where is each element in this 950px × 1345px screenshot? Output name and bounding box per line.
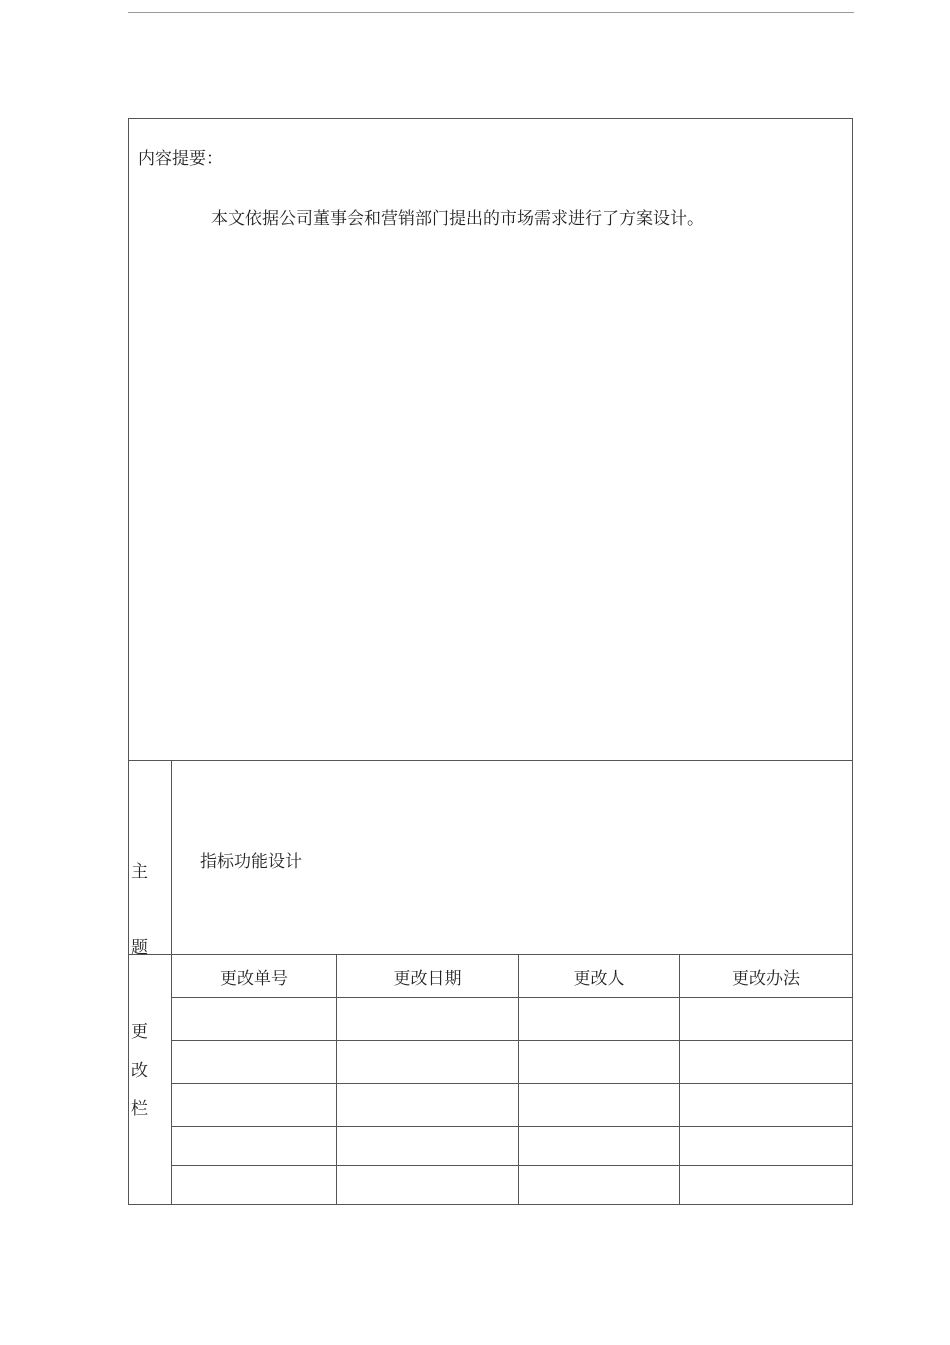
table-cell bbox=[172, 998, 337, 1041]
table-cell bbox=[680, 1041, 853, 1084]
table-cell bbox=[337, 1166, 519, 1205]
column-header-change-number: 更改单号 bbox=[172, 955, 337, 998]
table-cell bbox=[172, 1084, 337, 1127]
table-cell bbox=[172, 1041, 337, 1084]
table-cell bbox=[337, 998, 519, 1041]
table-row bbox=[129, 1041, 853, 1084]
abstract-text: 本文依据公司董事会和营销部门提出的市场需求进行了方案设计。 bbox=[211, 209, 704, 229]
table-row bbox=[129, 1127, 853, 1166]
change-log-label-cell bbox=[129, 955, 172, 1205]
table-cell bbox=[519, 1166, 680, 1205]
theme-label-char: 题 bbox=[131, 938, 148, 958]
table-cell bbox=[680, 998, 853, 1041]
table-cell bbox=[337, 1127, 519, 1166]
table-cell bbox=[680, 1166, 853, 1205]
table-cell bbox=[172, 1166, 337, 1205]
column-header-changed-by: 更改人 bbox=[519, 955, 680, 998]
change-log-label-char: 栏 bbox=[131, 1099, 148, 1119]
theme-value-cell bbox=[172, 761, 853, 955]
table-cell bbox=[680, 1127, 853, 1166]
table-cell bbox=[519, 998, 680, 1041]
table-cell bbox=[519, 1041, 680, 1084]
header-rule bbox=[128, 12, 854, 13]
abstract-label: 内容提要： bbox=[138, 149, 223, 169]
theme-value: 指标功能设计 bbox=[200, 852, 302, 872]
column-header-change-date: 更改日期 bbox=[337, 955, 519, 998]
table-row bbox=[129, 1166, 853, 1205]
theme-row bbox=[129, 761, 853, 955]
column-header-change-method: 更改办法 bbox=[680, 955, 853, 998]
change-log-label-char: 改 bbox=[131, 1061, 148, 1081]
theme-label-cell bbox=[129, 761, 172, 958]
table-row bbox=[129, 1084, 853, 1127]
document-form-table bbox=[128, 118, 853, 1205]
table-cell bbox=[337, 1084, 519, 1127]
table-cell bbox=[172, 1127, 337, 1166]
change-log-label-char: 更 bbox=[131, 1022, 148, 1042]
table-row bbox=[129, 998, 853, 1041]
table-cell bbox=[519, 1084, 680, 1127]
change-log-header-row bbox=[129, 955, 853, 998]
abstract-row bbox=[129, 119, 853, 761]
table-cell bbox=[519, 1127, 680, 1166]
table-cell bbox=[680, 1084, 853, 1127]
abstract-cell bbox=[129, 119, 853, 761]
table-cell bbox=[337, 1041, 519, 1084]
theme-label-char: 主 bbox=[131, 862, 148, 882]
